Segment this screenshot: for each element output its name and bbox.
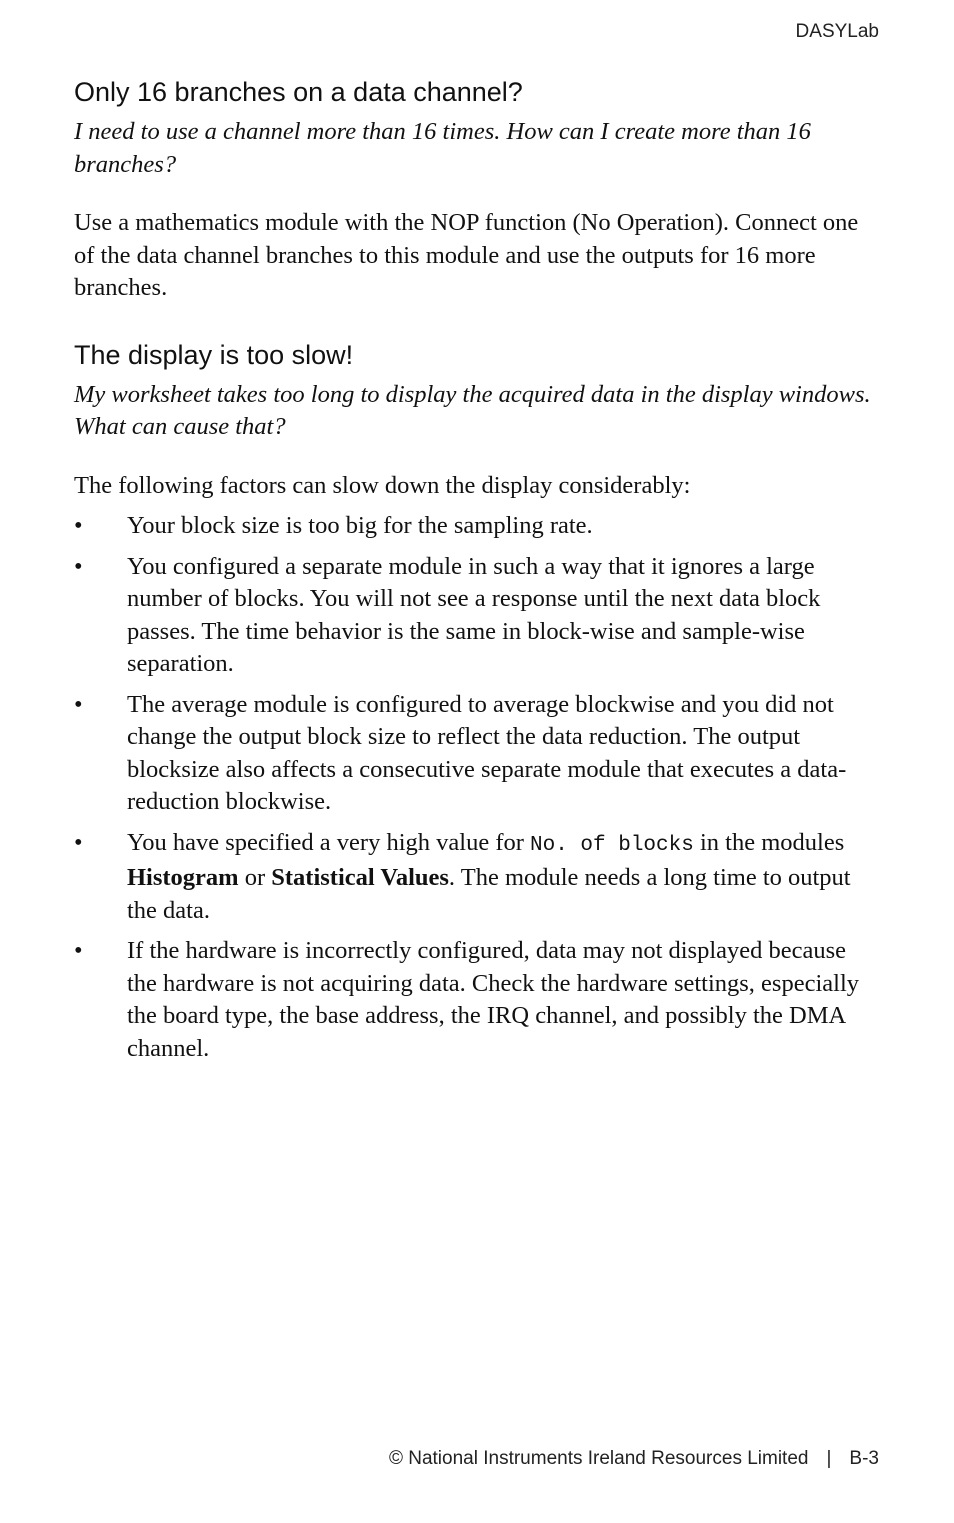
question-text: I need to use a channel more than 16 times. How can I create more than 16 branches? bbox=[74, 118, 811, 178]
list-item bbox=[74, 510, 882, 543]
bullet-icon: • bbox=[74, 937, 83, 964]
list-item-text: You configured a separate module in such a way that it ignores a large number of blocks. You will not see a response until the next data block passes. The time behavior is the same in block-wise and sample-wise separation. bbox=[127, 552, 821, 677]
section-heading: Only 16 branches on a data channel? bbox=[74, 77, 523, 107]
list-item-text-part: or bbox=[238, 864, 272, 891]
footer-separator: | bbox=[826, 1448, 832, 1469]
bullet-icon: • bbox=[74, 828, 83, 856]
bullet-icon: • bbox=[74, 690, 83, 718]
page-content bbox=[74, 76, 882, 1073]
list-item bbox=[74, 551, 882, 681]
list-item bbox=[74, 689, 882, 819]
module-name-statistical-values: Statistical Values bbox=[271, 864, 449, 891]
copyright-text: © National Instruments Ireland Resources Limited bbox=[388, 1448, 809, 1469]
list-item-text: The average module is configured to average blockwise and you did not change the output block size to reflect the data reduction. The output blocksize also affects a consecutive separate module that executes a data-reduction blockwise. bbox=[127, 690, 847, 815]
code-parameter-name: No. of blocks bbox=[530, 833, 694, 857]
section-heading: The display is too slow! bbox=[74, 339, 354, 370]
faq-section-display bbox=[74, 339, 882, 1066]
bullet-icon: • bbox=[74, 552, 83, 580]
list-item-text-part: in the modules bbox=[693, 828, 845, 856]
faq-section-branches bbox=[74, 76, 882, 305]
list-item-text-part: . The module needs a long time to output the data. bbox=[127, 864, 851, 924]
list-item bbox=[74, 935, 882, 1065]
running-head: DASYLab bbox=[795, 21, 879, 42]
list-item-text: Your block size is too big for the sampling rate. bbox=[127, 512, 593, 539]
module-name-histogram: Histogram bbox=[127, 864, 239, 891]
answer-text: Use a mathematics module with the NOP function (No Operation). Connect one of the data channel branches to this module and use the outputs for 16 more branches. bbox=[74, 209, 859, 301]
page-footer bbox=[389, 1448, 879, 1470]
bullet-icon: • bbox=[74, 512, 83, 539]
list-item-text: If the hardware is incorrectly configured, data may not displayed because the hardware is not acquiring data. Check the hardware settings, especially the board type, the base address, the IRQ channel, and possibly the DMA channel. bbox=[127, 937, 860, 1062]
factor-list bbox=[74, 510, 882, 1065]
page-number: B-3 bbox=[849, 1448, 879, 1469]
list-item bbox=[74, 827, 882, 928]
question-text: My worksheet takes too long to display the acquired data in the display windows. What can cause that? bbox=[74, 380, 871, 440]
intro-text: The following factors can slow down the display considerably: bbox=[74, 471, 691, 499]
list-item-text-part: You have specified a very high value for bbox=[127, 828, 531, 856]
